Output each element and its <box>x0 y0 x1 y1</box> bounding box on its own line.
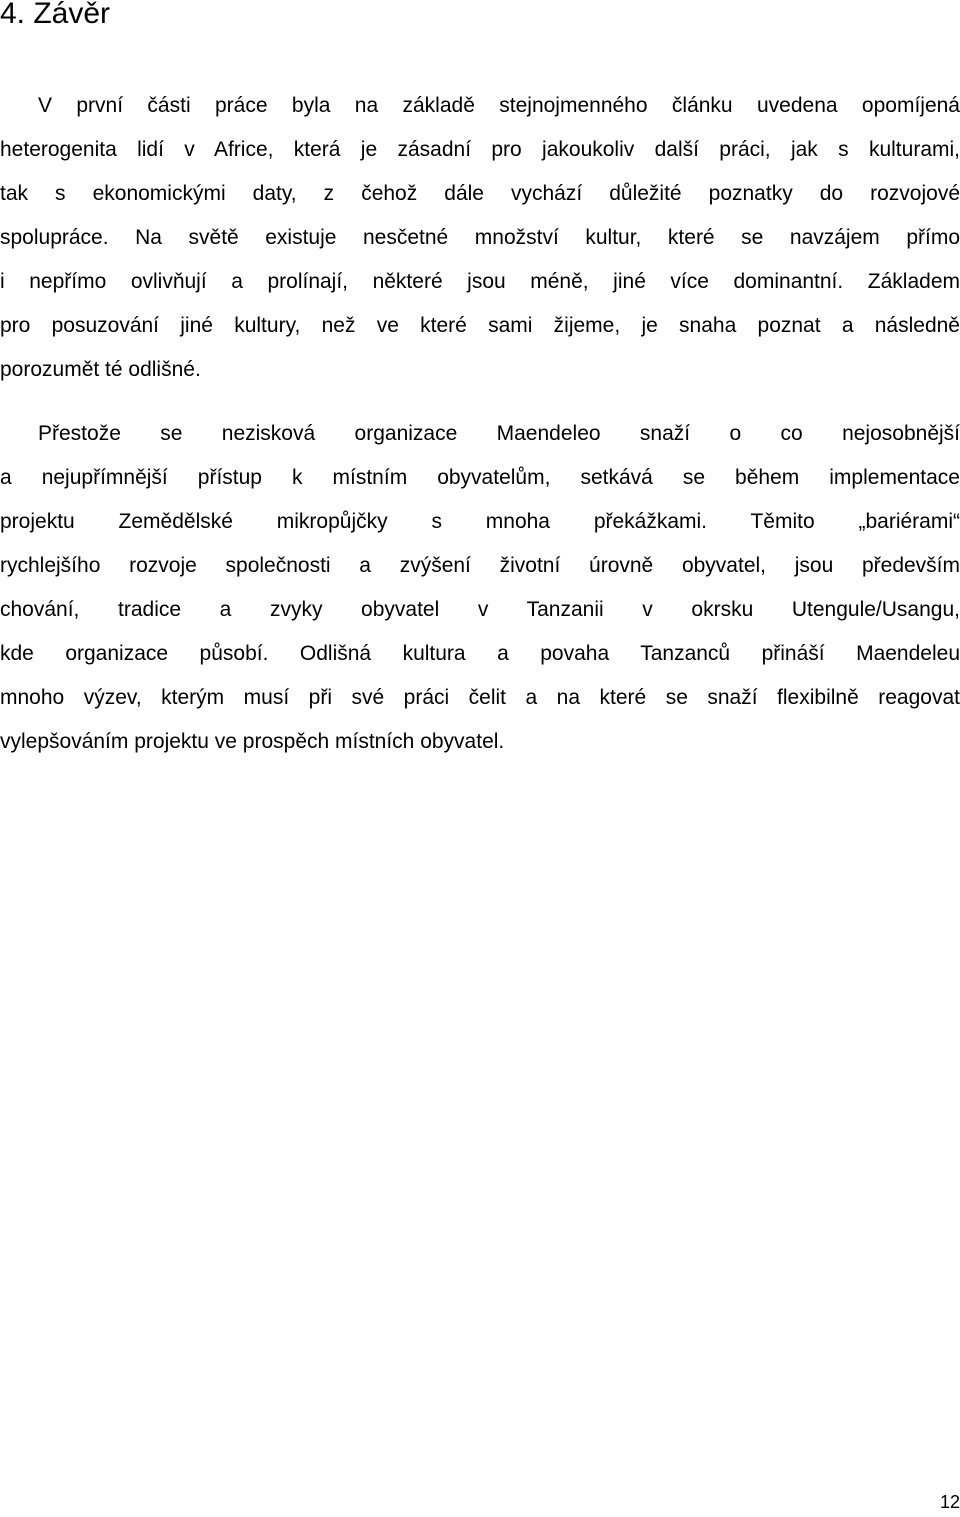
paragraph-line: rychlejšího rozvoje společnosti a zvýšení životní úrovně obyvatel, jsou především <box>0 554 960 577</box>
paragraph-line: porozumět té odlišné. <box>0 358 201 381</box>
paragraph-line: chování, tradice a zvyky obyvatel v Tanzanii v okrsku Utengule/Usangu, <box>0 598 960 621</box>
paragraph-line: V první části práce byla na základě stejnojmenného článku uvedena opomíjená <box>38 94 960 117</box>
paragraph-line: kde organizace působí. Odlišná kultura a povaha Tanzanců přináší Maendeleu <box>0 642 960 665</box>
paragraph-line: tak s ekonomickými daty, z čehož dále vychází důležité poznatky do rozvojové <box>0 182 960 205</box>
paragraph-line: vylepšováním projektu ve prospěch místních obyvatel. <box>0 730 505 753</box>
paragraph-line: a nejupřímnější přístup k místním obyvatelům, setkává se během implementace <box>0 466 960 489</box>
page-number: 12 <box>939 1492 960 1512</box>
paragraph-line: spolupráce. Na světě existuje nesčetné množství kultur, které se navzájem přímo <box>0 226 960 249</box>
paragraph-line: mnoho výzev, kterým musí při své práci čelit a na které se snaží flexibilně reagovat <box>0 686 960 709</box>
paragraph-line: heterogenita lidí v Africe, která je zásadní pro jakoukoliv další práci, jak s kulturami, <box>0 138 960 161</box>
paragraph-1 <box>0 84 960 392</box>
paragraph-line: pro posuzování jiné kultury, než ve které sami žijeme, je snaha poznat a následně <box>0 314 960 337</box>
paragraph-2 <box>0 412 960 764</box>
paragraph-line: Přestože se nezisková organizace Maendeleo snaží o co nejosobnější <box>38 422 960 445</box>
paragraph-line: projektu Zemědělské mikropůjčky s mnoha překážkami. Těmito „bariérami“ <box>0 510 960 533</box>
paragraph-line: i nepřímo ovlivňují a prolínají, některé jsou méně, jiné více dominantní. Základem <box>0 270 960 293</box>
chapter-heading: 4. Závěr <box>0 0 111 30</box>
